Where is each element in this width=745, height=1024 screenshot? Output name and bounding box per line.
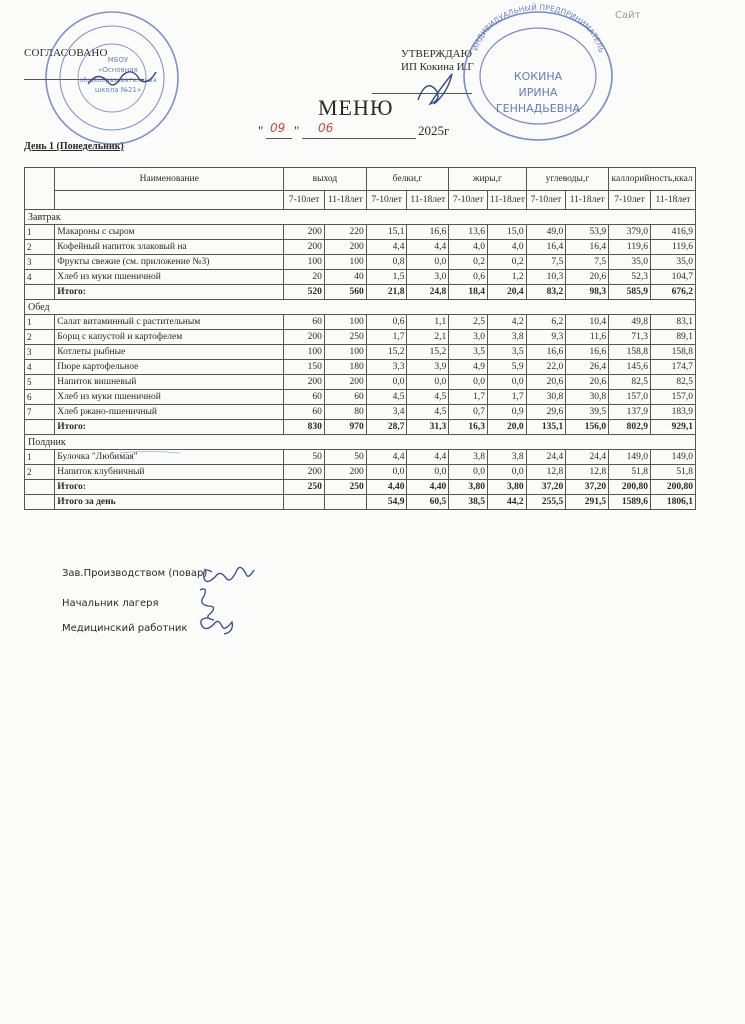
table-row — [25, 360, 696, 375]
value-cell: 16,6 — [526, 345, 566, 360]
value-cell: 30,8 — [566, 390, 609, 405]
table-row — [25, 405, 696, 420]
row-index: 1 — [25, 225, 55, 240]
value-cell: 4,9 — [449, 360, 488, 375]
total-value: 135,1 — [526, 420, 566, 435]
subheader-age: 11-18лет — [324, 191, 366, 210]
value-cell: 12,8 — [566, 465, 609, 480]
total-value: 98,3 — [566, 285, 609, 300]
value-cell: 3,3 — [366, 360, 407, 375]
value-cell: 2,5 — [449, 315, 488, 330]
value-cell: 200 — [324, 375, 366, 390]
signature-scribble-right — [418, 74, 452, 104]
day-total-value: 54,9 — [366, 495, 407, 510]
signature-medic: Медицинский работник — [62, 623, 188, 634]
header-output: выход — [284, 168, 367, 191]
row-index: 5 — [25, 375, 55, 390]
day-total-value: 255,5 — [526, 495, 566, 510]
dish-name: Кофейный напиток злаковый на — [55, 240, 284, 255]
table-row — [25, 255, 696, 270]
row-index: 1 — [25, 450, 55, 465]
total-value: 16,3 — [449, 420, 488, 435]
signature-camp-head: Начальник лагеря — [62, 598, 159, 609]
value-cell: 12,8 — [526, 465, 566, 480]
value-cell: 150 — [284, 360, 325, 375]
date-month-line — [302, 138, 416, 139]
stamp-right-line2: ИРИНА — [518, 86, 558, 99]
value-cell: 0,2 — [487, 255, 526, 270]
value-cell: 157,0 — [650, 390, 695, 405]
menu-table — [24, 167, 696, 510]
row-index: 3 — [25, 345, 55, 360]
value-cell: 52,3 — [609, 270, 651, 285]
value-cell: 20 — [284, 270, 325, 285]
value-cell: 3,5 — [449, 345, 488, 360]
subheader-row — [25, 191, 696, 210]
date-day: 09 — [270, 121, 286, 135]
value-cell: 50 — [324, 450, 366, 465]
value-cell: 0,9 — [487, 405, 526, 420]
total-value: 4,40 — [366, 480, 407, 495]
approve-label: УТВЕРЖДАЮ — [401, 48, 472, 60]
total-value: 520 — [284, 285, 325, 300]
day-total-row — [25, 495, 696, 510]
value-cell: 0,0 — [407, 255, 449, 270]
day-total-label: Итого за день — [55, 495, 284, 510]
total-index — [25, 420, 55, 435]
value-cell: 49,0 — [526, 225, 566, 240]
value-cell: 3,8 — [487, 330, 526, 345]
value-cell: 0,0 — [407, 465, 449, 480]
section-title: Завтрак — [25, 210, 696, 225]
value-cell: 0,6 — [366, 315, 407, 330]
section-header — [25, 300, 696, 315]
total-value: 200,80 — [609, 480, 651, 495]
value-cell: 4,5 — [407, 405, 449, 420]
section-header — [25, 210, 696, 225]
value-cell: 4,4 — [407, 240, 449, 255]
table-row — [25, 465, 696, 480]
day-total-value: 60,5 — [407, 495, 449, 510]
signature-scribble-2 — [200, 589, 214, 620]
value-cell: 0,0 — [366, 375, 407, 390]
value-cell: 4,4 — [366, 450, 407, 465]
table-row — [25, 375, 696, 390]
table-row — [25, 345, 696, 360]
value-cell: 40 — [324, 270, 366, 285]
value-cell: 104,7 — [650, 270, 695, 285]
value-cell: 16,6 — [566, 345, 609, 360]
value-cell: 10,3 — [526, 270, 566, 285]
value-cell: 7,5 — [526, 255, 566, 270]
value-cell: 3,0 — [407, 270, 449, 285]
value-cell: 39,5 — [566, 405, 609, 420]
value-cell: 100 — [284, 345, 325, 360]
dish-name: Напиток вишневый — [55, 375, 284, 390]
total-value: 830 — [284, 420, 325, 435]
table-row — [25, 225, 696, 240]
value-cell: 20,6 — [526, 375, 566, 390]
stamp-left-line3: общеобразовательная — [79, 76, 157, 84]
row-index: 2 — [25, 465, 55, 480]
value-cell: 200 — [284, 465, 325, 480]
page-title: МЕНЮ — [318, 95, 394, 120]
dish-name: Напиток клубничный — [55, 465, 284, 480]
value-cell: 0,0 — [407, 375, 449, 390]
subheader-age: 7-10лет — [609, 191, 651, 210]
subheader-age: 11-18лет — [566, 191, 609, 210]
value-cell: 6,2 — [526, 315, 566, 330]
date-month: 06 — [318, 121, 334, 135]
value-cell: 15,0 — [487, 225, 526, 240]
total-row — [25, 285, 696, 300]
value-cell: 51,8 — [609, 465, 651, 480]
value-cell: 0,0 — [449, 375, 488, 390]
approved-signature-line — [24, 79, 144, 80]
value-cell: 2,1 — [407, 330, 449, 345]
total-value: 37,20 — [566, 480, 609, 495]
value-cell: 137,9 — [609, 405, 651, 420]
value-cell: 53,9 — [566, 225, 609, 240]
dish-name: Котлеты рыбные — [55, 345, 284, 360]
value-cell: 200 — [284, 375, 325, 390]
value-cell: 29,6 — [526, 405, 566, 420]
signature-scribble-1 — [204, 567, 254, 581]
value-cell: 3,8 — [487, 450, 526, 465]
row-index: 6 — [25, 390, 55, 405]
dish-name: Хлеб из муки пшеничной — [55, 390, 284, 405]
top-note: Сайт — [615, 10, 641, 21]
table-row — [25, 270, 696, 285]
value-cell: 4,4 — [407, 450, 449, 465]
value-cell: 200 — [284, 330, 325, 345]
value-cell: 1,7 — [366, 330, 407, 345]
value-cell: 157,0 — [609, 390, 651, 405]
total-value: 37,20 — [526, 480, 566, 495]
section-header — [25, 435, 696, 450]
section-title: Обед — [25, 300, 696, 315]
approver-name: ИП Кокина И.Г — [401, 61, 474, 73]
day-total-value: 44,2 — [487, 495, 526, 510]
value-cell: 83,1 — [650, 315, 695, 330]
value-cell: 16,6 — [407, 225, 449, 240]
dish-name: Макароны с сыром — [55, 225, 284, 240]
total-value: 3,80 — [449, 480, 488, 495]
header-index — [25, 168, 55, 210]
subheader-age: 11-18лет — [407, 191, 449, 210]
value-cell: 7,5 — [566, 255, 609, 270]
value-cell: 82,5 — [650, 375, 695, 390]
header-name: Наименование — [55, 168, 284, 191]
value-cell: 0,0 — [366, 465, 407, 480]
dish-name: Хлеб из муки пшеничной — [55, 270, 284, 285]
value-cell: 60 — [324, 390, 366, 405]
value-cell: 60 — [284, 315, 325, 330]
value-cell: 30,8 — [526, 390, 566, 405]
value-cell: 149,0 — [609, 450, 651, 465]
value-cell: 49,8 — [609, 315, 651, 330]
value-cell: 80 — [324, 405, 366, 420]
value-cell: 24,4 — [566, 450, 609, 465]
value-cell: 0,0 — [487, 465, 526, 480]
value-cell: 145,6 — [609, 360, 651, 375]
table-row — [25, 330, 696, 345]
header-carbs: углеводы,г — [526, 168, 609, 191]
row-index: 4 — [25, 360, 55, 375]
total-value: 250 — [284, 480, 325, 495]
value-cell: 119,6 — [609, 240, 651, 255]
value-cell: 4,4 — [366, 240, 407, 255]
total-value: 200,80 — [650, 480, 695, 495]
total-value: 18,4 — [449, 285, 488, 300]
stamp-right-line3: ГЕННАДЬЕВНА — [495, 102, 581, 115]
value-cell: 3,0 — [449, 330, 488, 345]
approve-block — [401, 48, 474, 74]
approved-label: СОГЛАСОВАНО — [24, 47, 108, 59]
value-cell: 1,5 — [366, 270, 407, 285]
value-cell: 158,8 — [609, 345, 651, 360]
value-cell: 0,0 — [449, 465, 488, 480]
section-title: Полдник — [25, 435, 696, 450]
total-value: 31,3 — [407, 420, 449, 435]
total-value: 802,9 — [609, 420, 651, 435]
signature-production-head: Зав.Производством (повар) — [62, 568, 208, 579]
dish-name: Хлеб ржано-пшеничный — [55, 405, 284, 420]
row-index: 1 — [25, 315, 55, 330]
value-cell: 35,0 — [650, 255, 695, 270]
value-cell: 51,8 — [650, 465, 695, 480]
stamp-left — [46, 12, 178, 144]
header-protein: белки,г — [366, 168, 449, 191]
row-index: 3 — [25, 255, 55, 270]
menu-body — [25, 210, 696, 510]
header-calories: каллорийность,ккал — [609, 168, 696, 191]
stamp-left-line1: МБОУ — [107, 56, 129, 64]
total-label: Итого: — [55, 480, 284, 495]
value-cell: 4,5 — [407, 390, 449, 405]
dish-name: Булочка "Любимая" — [55, 450, 284, 465]
subheader-age: 7-10лет — [366, 191, 407, 210]
total-index — [25, 480, 55, 495]
stamp-right — [464, 12, 612, 140]
value-cell: 71,3 — [609, 330, 651, 345]
subheader-age: 11-18лет — [650, 191, 695, 210]
subheader-age: 7-10лет — [526, 191, 566, 210]
value-cell: 416,9 — [650, 225, 695, 240]
dish-name: Салат витаминный с растительным — [55, 315, 284, 330]
day-total-value: 291,5 — [566, 495, 609, 510]
table-row — [25, 315, 696, 330]
value-cell: 100 — [324, 345, 366, 360]
date-close-quote: " — [294, 123, 300, 138]
value-cell: 250 — [324, 330, 366, 345]
day-total-value: 38,5 — [449, 495, 488, 510]
value-cell: 35,0 — [609, 255, 651, 270]
value-cell: 10,4 — [566, 315, 609, 330]
value-cell: 82,5 — [609, 375, 651, 390]
total-value: 929,1 — [650, 420, 695, 435]
signature-scribble-3 — [201, 618, 232, 634]
value-cell: 0,7 — [449, 405, 488, 420]
total-value: 156,0 — [566, 420, 609, 435]
value-cell: 119,6 — [650, 240, 695, 255]
row-index: 2 — [25, 330, 55, 345]
date-year: 2025г — [418, 123, 450, 138]
day-label: День 1 (Понедельник) — [24, 141, 124, 152]
value-cell: 4,0 — [487, 240, 526, 255]
value-cell: 4,0 — [449, 240, 488, 255]
value-cell: 100 — [324, 315, 366, 330]
value-cell: 0,8 — [366, 255, 407, 270]
row-index: 4 — [25, 270, 55, 285]
value-cell: 183,9 — [650, 405, 695, 420]
value-cell: 174,7 — [650, 360, 695, 375]
value-cell: 4,5 — [366, 390, 407, 405]
value-cell: 379,0 — [609, 225, 651, 240]
value-cell: 200 — [284, 225, 325, 240]
total-index — [25, 285, 55, 300]
value-cell: 158,8 — [650, 345, 695, 360]
total-value: 4,40 — [407, 480, 449, 495]
total-value: 970 — [324, 420, 366, 435]
value-cell: 1,7 — [487, 390, 526, 405]
value-cell: 3,8 — [449, 450, 488, 465]
total-value: 560 — [324, 285, 366, 300]
value-cell: 89,1 — [650, 330, 695, 345]
value-cell: 20,6 — [566, 270, 609, 285]
stamp-right-line1: КОКИНА — [513, 70, 563, 83]
total-value: 28,7 — [366, 420, 407, 435]
value-cell: 1,2 — [487, 270, 526, 285]
header-row — [25, 168, 696, 191]
value-cell: 15,2 — [407, 345, 449, 360]
value-cell: 200 — [284, 240, 325, 255]
value-cell: 4,2 — [487, 315, 526, 330]
row-index: 2 — [25, 240, 55, 255]
value-cell: 0,2 — [449, 255, 488, 270]
dish-name: Борщ с капустой и картофелем — [55, 330, 284, 345]
subheader-age: 11-18лет — [487, 191, 526, 210]
day-total-value: 1806,1 — [650, 495, 695, 510]
header-fat: жиры,г — [449, 168, 526, 191]
value-cell: 11,6 — [566, 330, 609, 345]
value-cell: 24,4 — [526, 450, 566, 465]
value-cell: 200 — [324, 240, 366, 255]
total-value: 585,9 — [609, 285, 651, 300]
dish-name: Пюре картофельное — [55, 360, 284, 375]
row-index: 7 — [25, 405, 55, 420]
dish-name: Фрукты свежие (см. приложение №3) — [55, 255, 284, 270]
value-cell: 60 — [284, 405, 325, 420]
total-value: 24,8 — [407, 285, 449, 300]
value-cell: 0,6 — [449, 270, 488, 285]
date-open-quote: " — [258, 123, 264, 138]
value-cell: 1,7 — [449, 390, 488, 405]
value-cell: 100 — [284, 255, 325, 270]
value-cell: 200 — [324, 465, 366, 480]
total-row — [25, 420, 696, 435]
value-cell: 9,3 — [526, 330, 566, 345]
value-cell: 16,4 — [566, 240, 609, 255]
table-row — [25, 450, 696, 465]
value-cell: 1,1 — [407, 315, 449, 330]
total-value: 3,80 — [487, 480, 526, 495]
value-cell: 3,5 — [487, 345, 526, 360]
value-cell: 22,0 — [526, 360, 566, 375]
table-row — [25, 240, 696, 255]
day-total-value — [324, 495, 366, 510]
value-cell: 220 — [324, 225, 366, 240]
total-value: 83,2 — [526, 285, 566, 300]
total-label: Итого: — [55, 420, 284, 435]
stamp-right-ring-text: ИНДИВИДУАЛЬНЫЙ ПРЕДПРИНИМАТЕЛЬ — [470, 2, 607, 54]
stamp-right-ring — [471, 3, 606, 54]
value-cell: 3,4 — [366, 405, 407, 420]
stamp-left-line2: «Основная — [98, 66, 138, 74]
value-cell: 0,0 — [487, 375, 526, 390]
value-cell: 60 — [284, 390, 325, 405]
value-cell: 3,9 — [407, 360, 449, 375]
value-cell: 50 — [284, 450, 325, 465]
value-cell: 20,6 — [566, 375, 609, 390]
total-value: 20,0 — [487, 420, 526, 435]
value-cell: 13,6 — [449, 225, 488, 240]
total-value: 21,8 — [366, 285, 407, 300]
total-value: 20,4 — [487, 285, 526, 300]
value-cell: 15,2 — [366, 345, 407, 360]
date-day-line — [266, 138, 292, 139]
day-total-value: 1589,6 — [609, 495, 651, 510]
approve-signature-line — [372, 93, 472, 94]
value-cell: 100 — [324, 255, 366, 270]
value-cell: 5,9 — [487, 360, 526, 375]
total-row — [25, 480, 696, 495]
value-cell: 16,4 — [526, 240, 566, 255]
table-row — [25, 390, 696, 405]
value-cell: 180 — [324, 360, 366, 375]
subheader-age: 7-10лет — [284, 191, 325, 210]
day-total-value — [284, 495, 325, 510]
value-cell: 26,4 — [566, 360, 609, 375]
total-label: Итого: — [55, 285, 284, 300]
value-cell: 149,0 — [650, 450, 695, 465]
value-cell: 15,1 — [366, 225, 407, 240]
day-total-index — [25, 495, 55, 510]
subheader-age: 7-10лет — [449, 191, 488, 210]
total-value: 250 — [324, 480, 366, 495]
subheader-empty — [55, 191, 284, 210]
stamp-left-line4: школа №21» — [94, 86, 142, 94]
total-value: 676,2 — [650, 285, 695, 300]
